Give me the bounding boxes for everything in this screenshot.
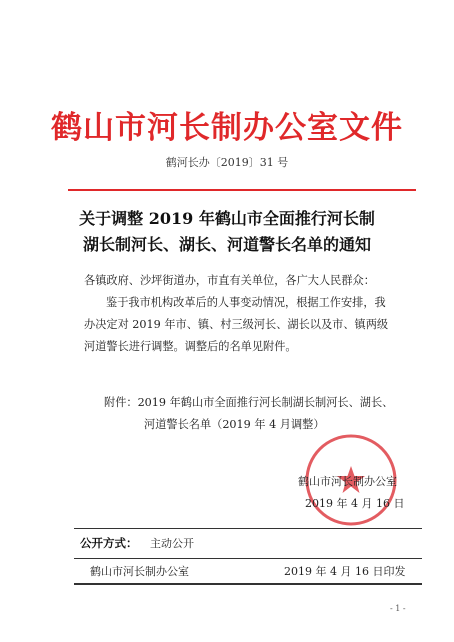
meta-divider-middle [74,558,422,559]
signature-organization: 鹤山市河长制办公室 [298,475,397,488]
notice-title-line-2: 湖长制河长、湖长、河道警长名单的通知 [82,235,371,254]
attachment-note [104,392,414,436]
notice-title-line-1: 关于调整 2019 年鹤山市全面推行河长制 [79,209,375,228]
document-header-title: 鹤山市河长制办公室文件 [51,110,403,146]
public-method-value: 主动公开 [150,537,194,550]
page-number: - 1 - [390,604,406,613]
notice-title [0,206,454,258]
attachment-line-2: 河道警长名单（2019 年 4 月调整） [144,418,325,431]
issuing-office: 鹤山市河长制办公室 [90,565,189,578]
salutation: 各镇政府、沙坪街道办，市直有关单位，各广大人民群众： [84,274,375,287]
meta-divider-top [74,528,422,529]
document-number: 鹤河长办〔2019〕31 号 [165,156,289,169]
header-red-divider [68,189,416,191]
body-line-3: 河道警长进行调整。调整后的名单见附件。 [84,340,297,353]
signature-date: 2019 年 4 月 16 日 [305,497,405,510]
body-line-1: 鉴于我市机构改革后的人事变动情况，根据工作安排，我 [106,296,386,309]
public-method-label: 公开方式： [80,536,138,550]
body-line-2: 办决定对 2019 年市、镇、村三级河长、湖长以及市、镇两级 [84,318,389,331]
body-paragraph [84,292,414,358]
attachment-line-1: 附件：2019 年鹤山市全面推行河长制湖长制河长、湖长、 [104,396,394,409]
meta-divider-bottom [74,583,422,585]
print-date: 2019 年 4 月 16 日印发 [284,565,406,578]
